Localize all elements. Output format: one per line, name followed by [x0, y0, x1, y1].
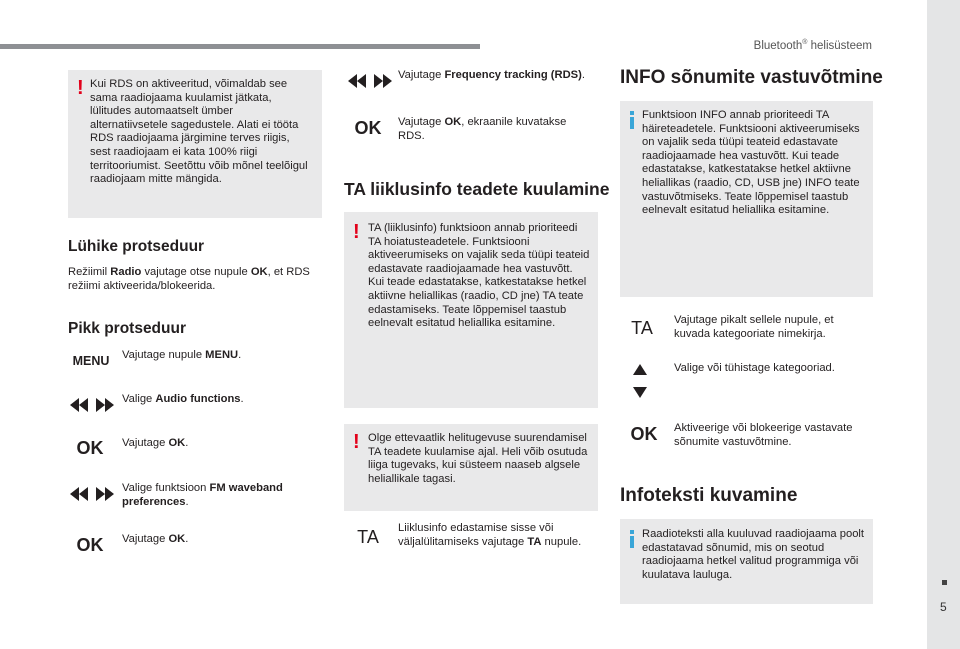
ok-button-symbol: OK: [630, 424, 658, 444]
arrow-buttons-icon: [70, 398, 114, 412]
warning-icon: !: [77, 77, 84, 99]
info-icon: [630, 111, 634, 129]
ok-button-symbol: OK: [354, 118, 382, 138]
registered-mark: ®: [802, 39, 808, 46]
page-marker: [942, 580, 947, 585]
warning-icon: !: [353, 431, 360, 453]
col2-step-2: Vajutage OK, ekraanile kuvatakse RDS.: [398, 116, 567, 142]
volume-warning-box: [344, 424, 598, 511]
ta-step: Liiklusinfo edastamise sisse või väljalülitamiseks vajutage TA nupule.: [398, 522, 582, 548]
info-note-box: [620, 101, 873, 297]
short-procedure-text: Režiimil Radio vajutage otse nupule OK, et RDS režiimi aktiveerida/blokeerida.: [68, 266, 310, 292]
infotext-note-box: [620, 519, 873, 604]
rds-warning-text: Kui RDS on aktiveeritud, võimaldab see sama raadiojaama kuulamist jätkata, lülitudes automaatselt ümber alternatiivsetele sagedustele. Alati ei tööta RDS raadiojaama järgimine terves riigis, sest raadiojaam ei kata 100% riigi territooriumist. Seetõttu võib mõnel teelõigul raadiojaam mitte mängida.: [90, 78, 308, 186]
ok-button-symbol: OK: [76, 535, 104, 555]
info-step-2: Valige või tühistage kategooriad.: [674, 362, 835, 374]
ta-warning-text: TA (liiklusinfo) funktsioon annab prioriteedi TA hoiatusteadetele. Funktsiooni aktiveerumiseks on vajalik seda tüüpi teateid edastavate raadiojaamade hea vastuvõtt. Kui teade edastatakse, katkestatakse hetkel aktiivne heliallikas (raadio, CD jne) TA teate edastamiseks. Teate lõppemisel taastub eelnevalt esitatud heliallika esitamine.: [368, 222, 590, 330]
long-step-1: Vajutage nupule MENU.: [122, 349, 242, 361]
menu-button-symbol: MENU: [72, 354, 110, 368]
infotext-note-text: Raadioteksti alla kuuluvad raadiojaama poolt edastatavad sõnumid, mis on seotud raadiojaama hetkel valitud programmiga või kuulatava lauluga.: [642, 528, 865, 581]
rds-warning-box: [68, 70, 322, 218]
ta-warning-box: [344, 212, 598, 408]
short-procedure-title: Lühike protseduur: [68, 238, 205, 255]
ta-button-symbol: TA: [357, 527, 379, 547]
ok-button-symbol: OK: [76, 438, 104, 458]
header-rule: [0, 44, 480, 49]
page-side-tab: [927, 0, 960, 649]
arrow-buttons-icon: [348, 74, 392, 88]
info-step-1: Vajutage pikalt sellele nupule, et kuvada kategooriate nimekirja.: [674, 314, 834, 340]
long-step-4: Valige funktsioon FM waveband preferences.: [122, 482, 283, 508]
infotext-section-title: Infoteksti kuvamine: [620, 485, 798, 506]
page-number: 5: [940, 600, 947, 614]
info-step-3: Aktiveerige või blokeerige vastavate sõnumite vastuvõtmine.: [674, 422, 853, 448]
long-procedure-title: Pikk protseduur: [68, 320, 186, 337]
ta-button-symbol: TA: [631, 318, 653, 338]
col2-step-1: Vajutage Frequency tracking (RDS).: [398, 69, 585, 81]
up-down-arrows-icon: [633, 364, 647, 403]
long-step-3: Vajutage OK.: [122, 437, 189, 449]
info-section-title: INFO sõnumite vastuvõtmine: [620, 67, 883, 88]
long-step-2: Valige Audio functions.: [122, 393, 244, 405]
volume-warning-text: Olge ettevaatlik helitugevuse suurendamisel TA teadete kuulamise ajal. Heli võib osutuda liiga tugevaks, kui süsteem naaseb algsele heliallikale tagasi.: [368, 432, 588, 485]
long-step-5: Vajutage OK.: [122, 533, 189, 545]
running-header: Bluetooth® helisüsteem: [753, 39, 872, 52]
warning-icon: !: [353, 221, 360, 243]
info-icon: [630, 530, 634, 548]
ta-section-title: TA liiklusinfo teadete kuulamine: [344, 179, 610, 199]
info-note-text: Funktsioon INFO annab prioriteedi TA häireteadetele. Funktsiooni aktiveerumiseks on vajalik seda tüüpi teateid edastavate raadiojaamade hea vastuvõtt. Kui teade edastatakse, katkestatakse hetkel aktiivne heliallikas (raadio, CD, USB jne) INFO teate vastuvõtmiseks. Teate lõppemisel taastub eelnevalt esitatud heliallika esitamine.: [642, 109, 860, 217]
arrow-buttons-icon: [70, 487, 114, 501]
